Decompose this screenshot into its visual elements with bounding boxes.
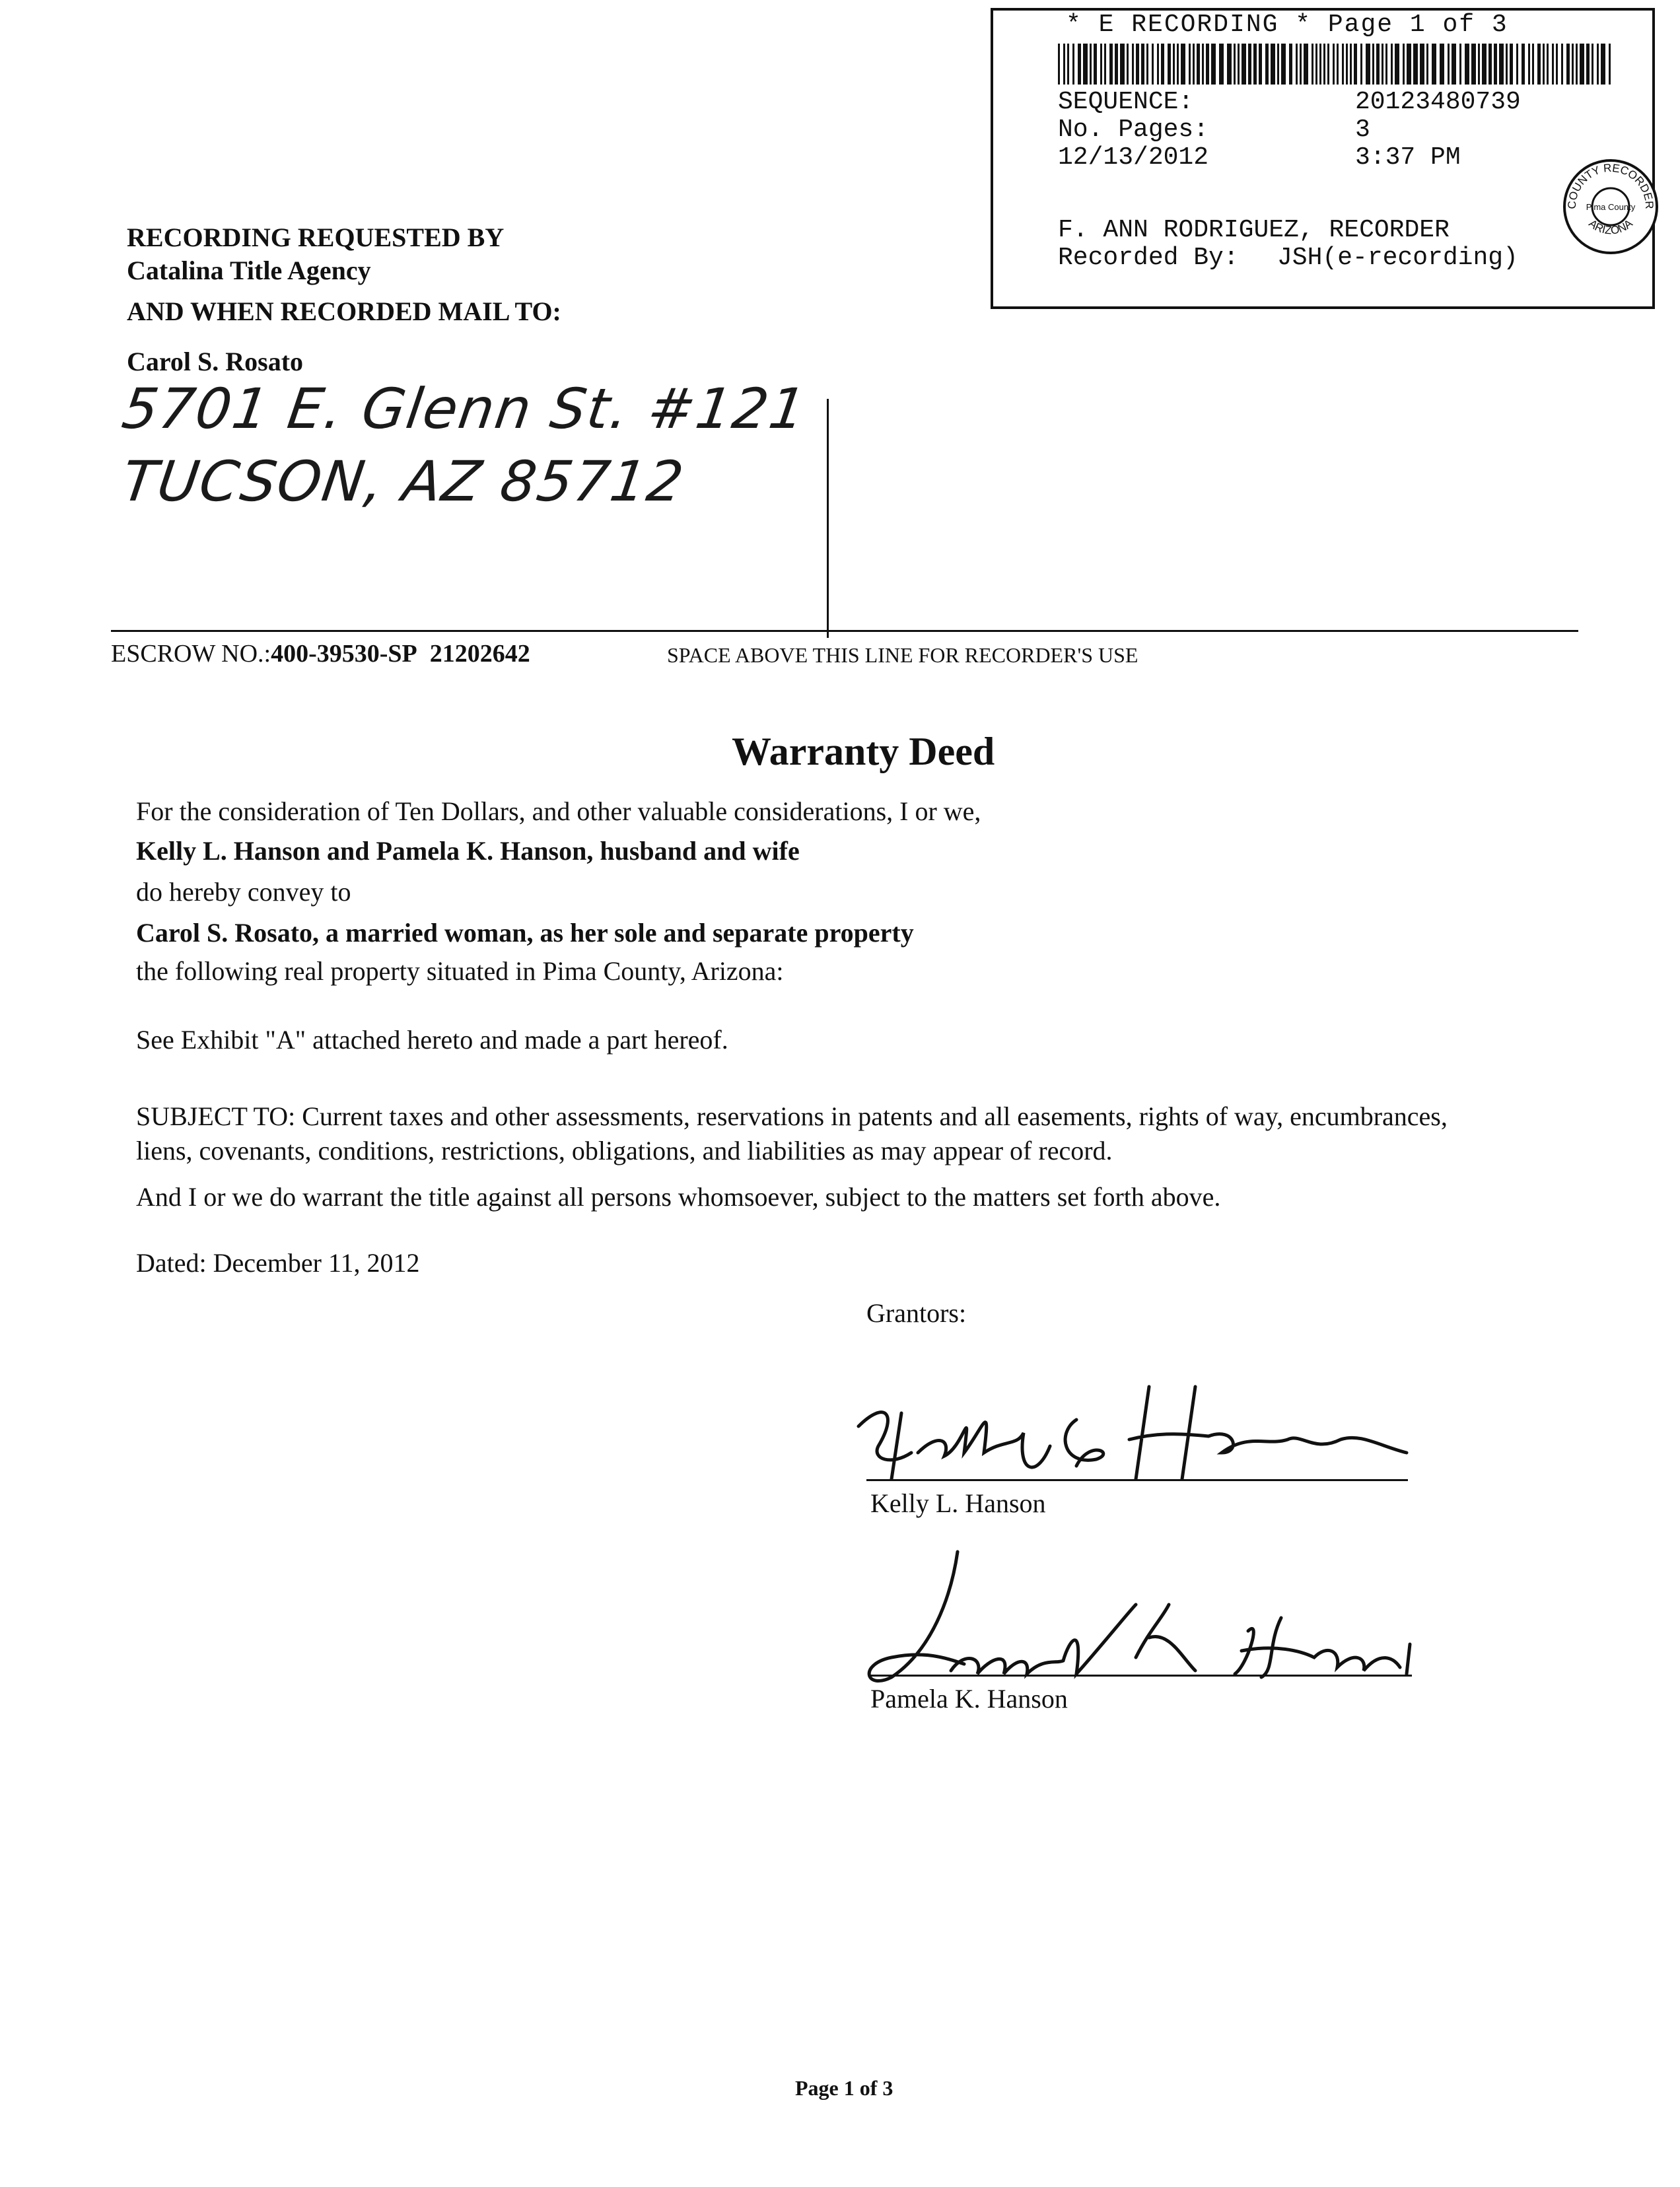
barcode-icon [1058,44,1613,85]
signer2-name: Pamela K. Hanson [870,1684,1068,1714]
grantors-label: Grantors: [866,1298,967,1328]
sequence-label: SEQUENCE: [1058,88,1194,116]
signature-line-1 [866,1479,1408,1481]
signer1-name: Kelly L. Hanson [870,1488,1046,1518]
stamp-header: * E RECORDING * Page 1 of 3 [1066,11,1508,39]
convey-text: do hereby convey to [136,877,351,907]
page-number: Page 1 of 3 [795,2076,893,2100]
seal-text-bottom: ARIZONA [1586,217,1635,237]
escrow-line [111,639,530,668]
seal-text-top: COUNTY RECORDER [1565,161,1656,209]
pages-value: 3 [1355,116,1370,144]
escrow-label: ESCROW NO.: [111,640,271,668]
mail-to-name: Carol S. Rosato [127,347,304,376]
recorded-by-label: Recorded By: [1058,244,1239,272]
requested-by-name: Catalina Title Agency [127,256,371,285]
order-number: 21202642 [429,640,530,668]
warranty-text: And I or we do warrant the title against all persons whomsoever, subject to the matters set forth above. [136,1182,1221,1212]
grantee-text: Carol S. Rosato, a married woman, as her sole and separate property [136,918,914,948]
seal-text-center: Pima County [1586,202,1636,212]
recorder-use-line [111,630,1578,632]
consideration-text: For the consideration of Ten Dollars, and other valuable considerations, I or we, [136,796,981,826]
record-date: 12/13/2012 [1058,143,1209,172]
recorder-use-caption: SPACE ABOVE THIS LINE FOR RECORDER'S USE [667,643,1138,667]
grantors-names: Kelly L. Hanson and Pamela K. Hanson, husband and wife [136,836,800,866]
recorder-stamp [991,8,1655,309]
signature-line-2 [870,1675,1412,1677]
dated-text: Dated: December 11, 2012 [136,1248,420,1278]
handwritten-address-line2: TUCSON, AZ 85712 [118,449,689,514]
subject-to-line1: SUBJECT TO: Current taxes and other assessments, reservations in patents and all easements, rights of way, encumbrances, [136,1101,1448,1131]
escrow-number: 400-39530-SP [271,640,417,668]
recorded-by-value: JSH(e-recording) [1277,244,1518,272]
requested-by-label: RECORDING REQUESTED BY [127,223,505,252]
sequence-value: 20123480739 [1355,88,1521,116]
recorder-area-divider [827,399,829,638]
property-location-text: the following real property situated in Pima County, Arizona: [136,956,784,986]
county-seal-icon [1561,157,1660,256]
exhibit-text: See Exhibit "A" attached hereto and made a part hereof. [136,1025,728,1055]
subject-to-line2: liens, covenants, conditions, restrictions, obligations, and liabilities as may appear of record. [136,1136,1113,1165]
document-title: Warranty Deed [732,730,995,773]
mail-to-label: AND WHEN RECORDED MAIL TO: [127,296,561,326]
handwritten-address-line1: 5701 E. Glenn St. #121 [118,376,811,441]
record-time: 3:37 PM [1355,143,1461,172]
recorder-name: F. ANN RODRIGUEZ, RECORDER [1058,216,1450,244]
pages-label: No. Pages: [1058,116,1209,144]
